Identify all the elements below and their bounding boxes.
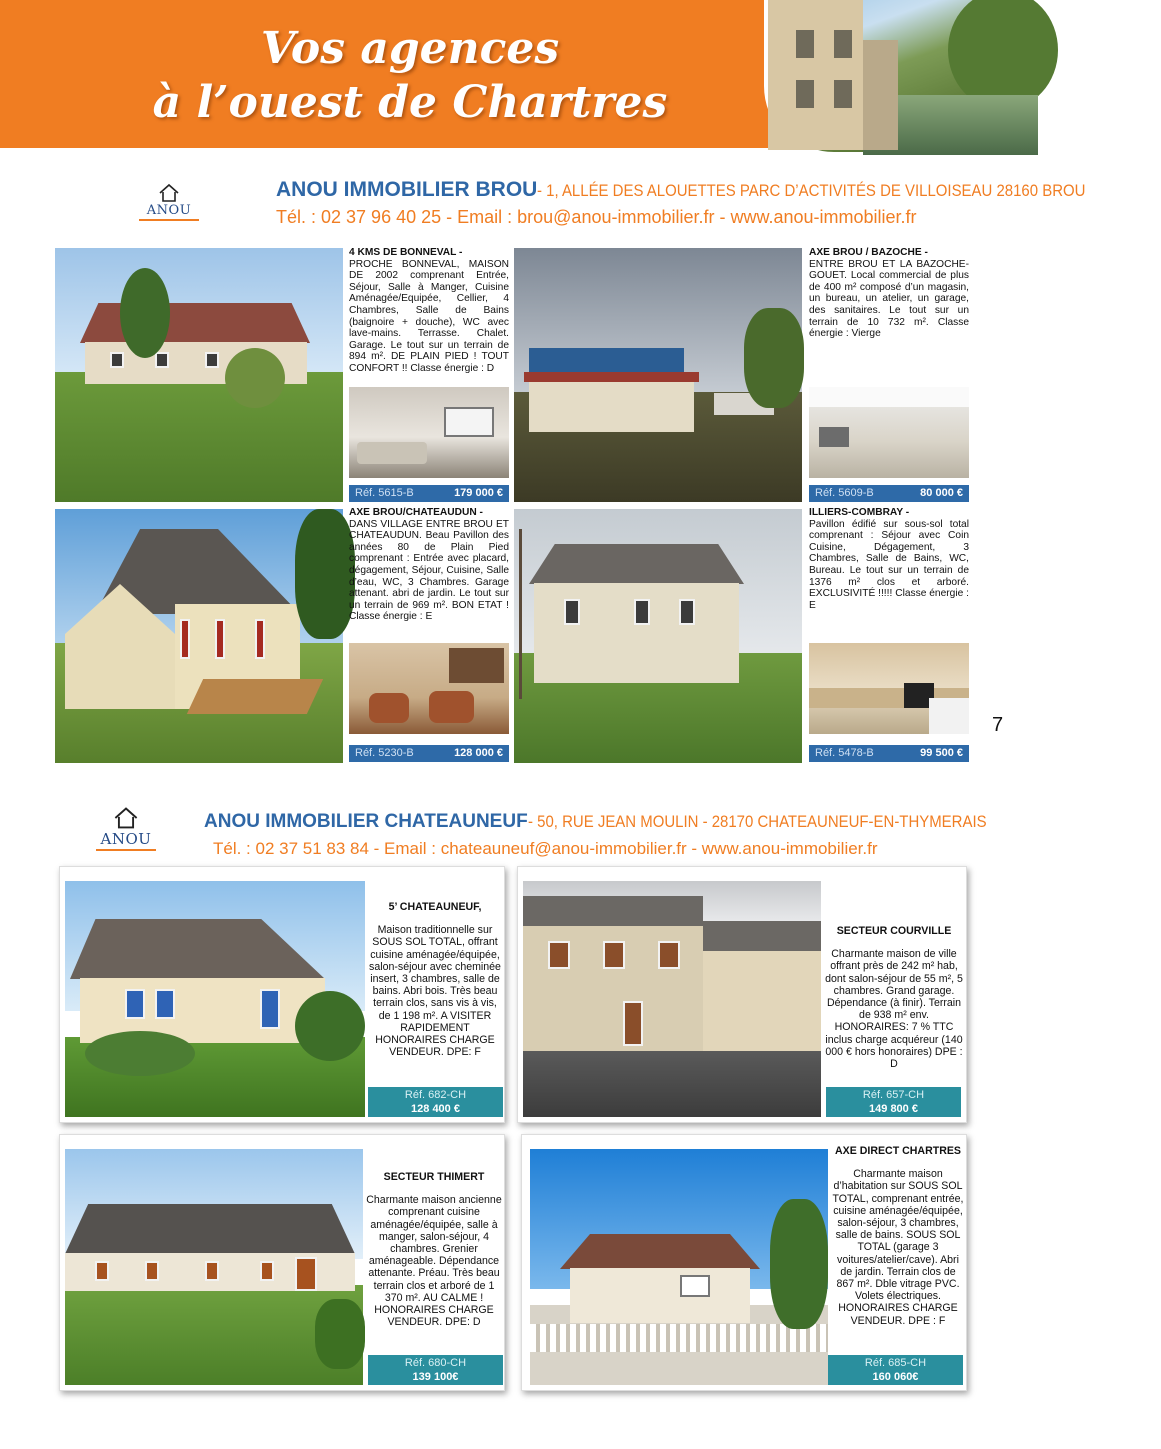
- listing-description: Pavillon édifié sur sous-sol total comprenant : Séjour avec Coin Cuisine, Dégagement, 3 Chambres, Salle de Bains, WC, Bureau. Le tout sur un terrain de 1376 m² clos et arboré. EXCLUSIVITÉ !!!!! Classe énergie : E: [809, 518, 969, 611]
- house-icon: [113, 806, 139, 830]
- agency-address: - 50, RUE JEAN MOULIN - 28170 CHATEAUNEUF-EN-THYMERAIS: [527, 812, 987, 831]
- listing-photo-illiers-house: [514, 509, 802, 763]
- listing-ref: Réf. 5615-B: [355, 487, 414, 499]
- listing-price: 128 000 €: [454, 747, 503, 759]
- listing-ref-price-bar: [828, 1355, 963, 1385]
- listing-description: Charmante maison de ville offrant près de 242 m² hab, dont salon-séjour de 55 m², 5 chambres. Grand garage. Dépendance (à finir). Terrain de 938 m² env. HONORAIRES: 7 % TTC inclus charge acquéreur (140 000 € hors honoraires) DPE : D: [825, 948, 963, 1071]
- agency-address: - 1, ALLÉE DES ALOUETTES PARC D’ACTIVITÉS DE VILLOISEAU 28160 BROU: [537, 181, 1086, 200]
- listing-ref: Réf. 5609-B: [815, 487, 874, 499]
- agency-heading-brou: [276, 178, 1161, 202]
- listing-ref: Réf. 685-CH: [864, 1357, 927, 1369]
- logo-text: ANOU: [139, 203, 199, 221]
- listing-ref: Réf. 657-CH: [862, 1089, 925, 1101]
- listing-text: [366, 1171, 502, 1328]
- listing-text: [368, 901, 502, 1058]
- listing-ref-price-bar: [368, 1087, 503, 1117]
- listing-price: 149 800 €: [869, 1103, 918, 1115]
- listing-photo-blue-shutter-house: [65, 881, 365, 1117]
- listing-card[interactable]: [59, 1134, 505, 1391]
- banner-title-line1: Vos agences: [260, 23, 560, 74]
- listing-photo-kitchen: [809, 643, 969, 734]
- listing-price: 139 100€: [412, 1371, 459, 1383]
- house-icon: [158, 183, 180, 203]
- listing-card[interactable]: [521, 1134, 967, 1391]
- listing-card[interactable]: [59, 866, 505, 1123]
- listing-heading: 4 KMS DE BONNEVAL -: [349, 247, 463, 258]
- listing-heading: ILLIERS-COMBRAY -: [809, 507, 910, 518]
- page-banner: [0, 0, 1024, 148]
- listing-price: 80 000 €: [920, 487, 963, 499]
- listing-text: [832, 1145, 964, 1327]
- listing-price: 179 000 €: [454, 487, 503, 499]
- listing-heading: AXE DIRECT CHARTRES: [835, 1145, 961, 1157]
- listing-heading: 5’ CHATEAUNEUF,: [388, 901, 482, 913]
- listing-text-1: [349, 247, 509, 375]
- listing-text-2: [809, 247, 969, 340]
- banner-title-line2: à l’ouest de Chartres: [152, 77, 668, 128]
- listing-text-4: [809, 507, 969, 611]
- listing-description: Maison traditionnelle sur SOUS SOL TOTAL, offrant cuisine aménagée/équipée, salon-séjour avec cheminée insert, 3 chambres, salle de bains. Abri bois. Très beau terrain clos, sans vis à vis, de 1 198 m². A VISITER RAPIDEMENT HONORAIRES CHARGE VENDEUR. DPE: F: [369, 924, 501, 1059]
- banner-title: [150, 22, 670, 130]
- listing-ref: Réf. 5230-B: [355, 747, 414, 759]
- listing-heading: AXE BROU/CHATEAUDUN -: [349, 507, 483, 518]
- listing-photo-bonneval-house: [55, 248, 343, 502]
- anou-logo-brou: [139, 183, 199, 221]
- listing-description: DANS VILLAGE ENTRE BROU ET CHATEAUDUN. Beau Pavillon des années 80 de Plain Pied comprenant : Entrée avec placard, dégagement, Séjour, Cuisine, Salle d’eau, WC, 3 Chambres. Garage attenant. abri de jardin. Le tout sur un terrain de 969 m². BON ETAT ! Classe énergie : E: [349, 518, 509, 623]
- anou-logo-chateauneuf: [96, 806, 156, 851]
- listing-price: 128 400 €: [411, 1103, 460, 1115]
- agency-contact-brou[interactable]: Tél. : 02 37 96 40 25 - Email : brou@anou-immobilier.fr - www.anou-immobilier.fr: [276, 207, 917, 227]
- listing-photo-chateaudun-pavilion: [55, 509, 343, 763]
- agency-contact-chateauneuf[interactable]: Tél. : 02 37 51 83 84 - Email : chateauneuf@anou-immobilier.fr - www.anou-immobilier.fr: [213, 839, 878, 858]
- listing-description: Charmante maison d’habitation sur SOUS SOL TOTAL, comprenant entrée, cuisine aménagée/équipée, salon-séjour, 3 chambres, salle de bains. SOUS SOL TOTAL (garage 3 voitures/atelier/cave). Abri de jardin. Terrain clos de 867 m². Dble vitrage PVC. Volets électriques. HONORAIRES CHARGE VENDEUR. DPE : F: [832, 1168, 964, 1327]
- listing-ref-price-bar: [349, 745, 509, 762]
- listing-ref-price-bar: [809, 485, 969, 502]
- agency-name: ANOU IMMOBILIER BROU: [276, 178, 538, 201]
- listing-photo-white-fence-house: [530, 1149, 828, 1385]
- listing-photo-interior-hall: [809, 387, 969, 478]
- listing-heading: SECTEUR COURVILLE: [836, 925, 952, 937]
- listing-photo-sitting-room: [349, 643, 509, 734]
- listing-text-3: [349, 507, 509, 623]
- listing-card[interactable]: [517, 866, 967, 1123]
- listing-ref-price-bar: [809, 745, 969, 762]
- listing-text: [824, 925, 964, 1070]
- listing-ref: Réf. 5478-B: [815, 747, 874, 759]
- listing-ref-price-bar: [368, 1355, 503, 1385]
- listing-ref-price-bar: [826, 1087, 961, 1117]
- page-number: 7: [992, 714, 1004, 736]
- listing-ref: Réf. 682-CH: [404, 1089, 467, 1101]
- agency-name: ANOU IMMOBILIER CHATEAUNEUF: [204, 811, 528, 832]
- listing-heading: AXE BROU / BAZOCHE -: [809, 247, 928, 258]
- listing-description: PROCHE BONNEVAL, MAISON DE 2002 comprenant Entrée, Séjour, Salle à Manger, Cuisine Aménagée/Equipée, Cellier, 4 Chambres, Salle de Bains (baignoire + douche), WC avec lave-mains. Terrasse. Chalet. Garage. Le tout sur un terrain de 894 m². DE PLAIN PIED ! TOUT CONFORT !! Classe énergie : D: [349, 258, 509, 374]
- listing-photo-living-room: [349, 387, 509, 478]
- listing-photo-long-farmhouse: [65, 1149, 363, 1385]
- listing-ref: Réf. 680-CH: [404, 1357, 467, 1369]
- listing-description: ENTRE BROU ET LA BAZOCHE-GOUET. Local commercial de plus de 400 m² composé d’un magasin, un bureau, un atelier, un garage, des sanitaires. Le tout sur un terrain de 10 732 m². Classe énergie : Vierge: [809, 258, 969, 340]
- banner-photo-river-town: [764, 0, 1034, 156]
- listing-price: 160 060€: [872, 1371, 919, 1383]
- listing-description: Charmante maison ancienne comprenant cuisine aménagée/équipée, salle à manger, salon-séjour, 4 chambres. Grenier aménageable. Dépendance attenante. Préau. Très beau terrain clos et arboré de 1 370 m². AU CALME ! HONORAIRES CHARGE VENDEUR. DPE: D: [366, 1194, 502, 1329]
- agency-heading-chateauneuf: [204, 811, 1049, 833]
- listing-heading: SECTEUR THIMERT: [383, 1171, 485, 1183]
- listing-price: 99 500 €: [920, 747, 963, 759]
- listing-photo-town-house: [523, 881, 821, 1117]
- logo-text: ANOU: [96, 830, 156, 851]
- listing-photo-commercial-building: [514, 248, 802, 502]
- listing-ref-price-bar: [349, 485, 509, 502]
